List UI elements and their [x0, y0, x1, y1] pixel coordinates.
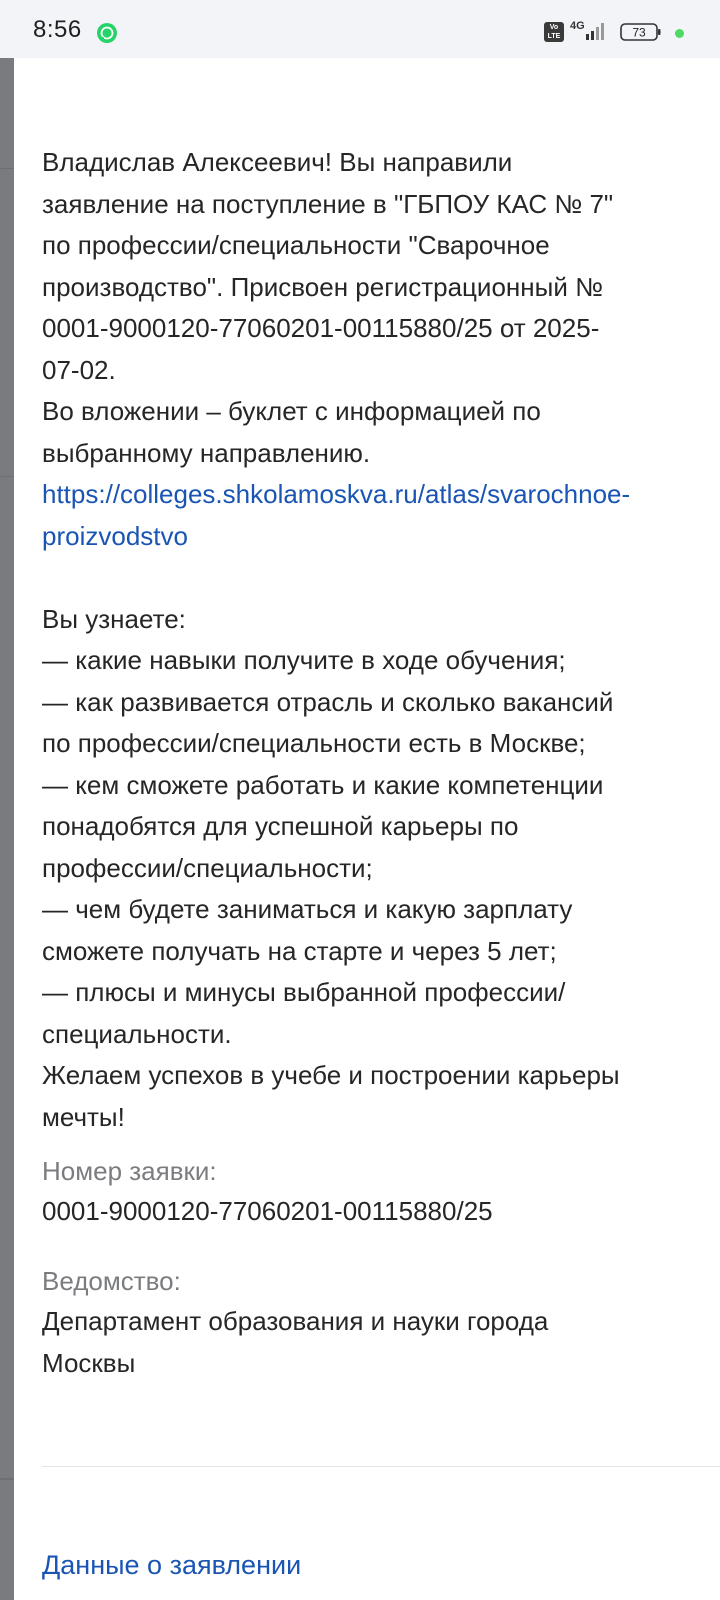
message-line: 0001-9000120-77060201-00115880/25 от 2025-: [42, 313, 600, 343]
status-bar: [0, 0, 720, 58]
volte-icon: [544, 22, 564, 42]
department-label: Ведомство:: [42, 1266, 181, 1296]
message-line: выбранному направлению.: [42, 437, 371, 468]
battery-icon: [620, 22, 662, 42]
department-value-line: Москвы: [42, 1347, 136, 1378]
message-line: по профессии/специальности "Сварочное: [42, 230, 550, 260]
background-overlay-edge: [0, 58, 14, 1600]
booklet-link[interactable]: https://colleges.shkolamoskva.ru/atlas/svarochnoe-: [42, 479, 631, 509]
booklet-link-continued[interactable]: proizvodstvo: [42, 520, 188, 551]
message-line: 07-02.: [42, 354, 116, 385]
application-number-label: Номер заявки:: [42, 1156, 217, 1186]
message-line: Владислав Алексеевич! Вы направили: [42, 147, 513, 177]
blank-line: [42, 557, 720, 599]
department-value-line: Департамент образования и науки города: [42, 1306, 549, 1336]
message-line: производство". Присвоен регистрационный №: [42, 271, 603, 302]
volte-label: Vo LTE: [547, 24, 561, 40]
message-line: — плюсы и минусы выбранной профессии/: [42, 977, 566, 1007]
divider: [42, 1466, 720, 1467]
message-line: сможете получать на старте и через 5 лет;: [42, 935, 557, 966]
application-details-link[interactable]: Данные о заявлении: [42, 1550, 302, 1580]
application-card: [14, 58, 720, 1600]
battery-level: 73: [632, 25, 646, 40]
message-line: Желаем успехов в учебе и построении карьеры: [42, 1060, 620, 1090]
message-line: Вы узнаете:: [42, 603, 186, 634]
application-number-value: 0001-9000120-77060201-00115880/25: [42, 1196, 493, 1226]
signal-icon: [570, 18, 610, 44]
message-line: заявление на поступление в "ГБПОУ КАС № 7": [42, 188, 614, 219]
message-line: понадобятся для успешной карьеры по: [42, 811, 519, 841]
message-line: по профессии/специальности есть в Москве;: [42, 728, 586, 758]
message-body: [42, 142, 720, 1138]
department-value: [42, 1301, 692, 1384]
message-line: — чем будете заниматься и какую зарплату: [42, 894, 573, 924]
message-line: специальности.: [42, 1018, 232, 1049]
network-label: 4G: [570, 20, 585, 32]
whatsapp-icon: [96, 22, 118, 44]
message-line: мечты!: [42, 1101, 125, 1132]
notification-dot: [675, 29, 684, 38]
message-line: профессии/специальности;: [42, 852, 373, 883]
message-line: — кем сможете работать и какие компетенции: [42, 769, 604, 800]
message-line: — как развивается отрасль и сколько вакансий: [42, 686, 614, 717]
message-line: — какие навыки получите в ходе обучения;: [42, 645, 566, 675]
message-line: Во вложении – буклет с информацией по: [42, 396, 541, 426]
status-time: 8:56: [33, 16, 82, 43]
